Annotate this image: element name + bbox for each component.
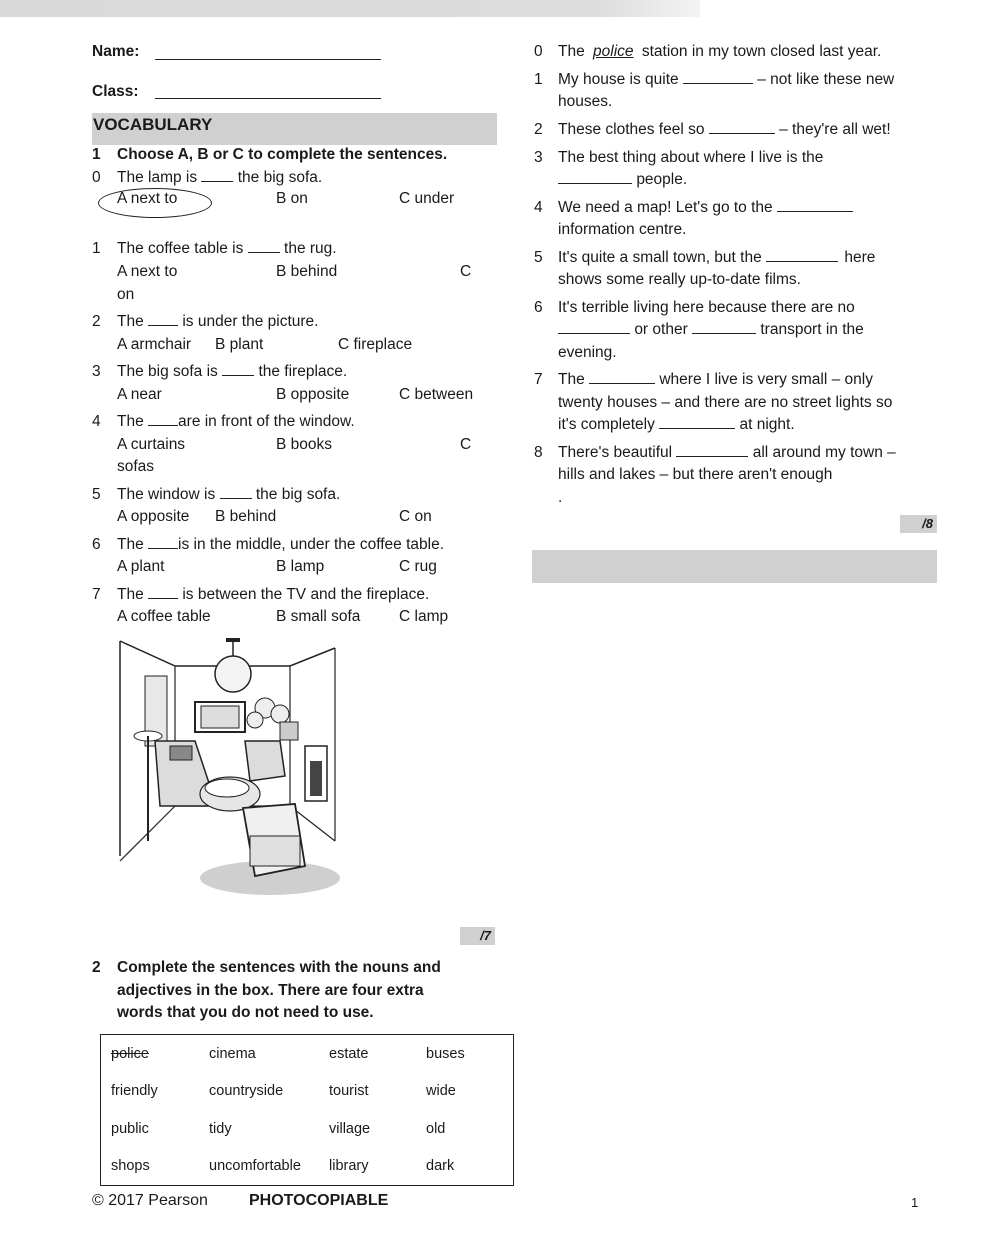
answer-blank[interactable]	[766, 249, 838, 262]
option-b[interactable]: B on	[276, 190, 308, 207]
answer-blank[interactable]	[683, 71, 753, 84]
word-cell: friendly	[111, 1083, 158, 1100]
sentence-continuation: shows some really up-to-date films.	[558, 271, 801, 288]
section-title: VOCABULARY	[93, 115, 213, 134]
ex1-item-number: 6	[92, 536, 101, 553]
sentence-continuation: or other transport in the	[558, 321, 864, 339]
word-cell: countryside	[209, 1083, 284, 1100]
ex1-score: /7	[460, 927, 495, 945]
word-row	[101, 1073, 514, 1110]
answer-blank[interactable]	[148, 536, 178, 549]
option-b[interactable]: B plant	[215, 336, 264, 353]
word-row	[101, 1110, 514, 1147]
sentence: It's terrible living here because there are no	[558, 299, 855, 316]
sentence: My house is quite – not like these new	[558, 71, 895, 88]
answer-blank[interactable]	[709, 121, 775, 134]
sentence-continuation: hills and lakes – but there aren't enough	[558, 466, 833, 483]
sentence-number: 7	[534, 371, 543, 388]
ex2-score: /8	[900, 515, 937, 533]
sentence: These clothes feel so – they're all wet!	[558, 121, 891, 138]
sentence-continuation: evening.	[558, 344, 617, 361]
option-a[interactable]: A next to	[117, 190, 178, 207]
answer-blank[interactable]	[676, 444, 748, 457]
ex1-question: The is in the middle, under the coffee table.	[117, 536, 444, 553]
name-label: Name:	[92, 43, 140, 60]
sentence-continuation: information centre.	[558, 221, 687, 238]
sentence-number: 3	[534, 149, 543, 166]
ex1-question: The are in front of the window.	[117, 413, 355, 430]
option-a[interactable]: A plant	[117, 558, 165, 575]
option-c[interactable]: C	[460, 263, 472, 280]
option-b[interactable]: B lamp	[276, 558, 325, 575]
option-c[interactable]: C	[460, 436, 472, 453]
sentence-continuation: twenty houses – and there are no street lights so	[558, 394, 893, 411]
gray-panel	[532, 550, 937, 583]
sentence: We need a map! Let's go to the	[558, 199, 853, 217]
sentence-continuation: houses.	[558, 93, 613, 110]
ex1-item-number: 4	[92, 413, 101, 430]
answer-blank[interactable]	[248, 240, 280, 253]
sentence: The best thing about where I live is the	[558, 149, 824, 166]
sentence: The police station in my town closed last year.	[558, 43, 882, 60]
answer-blank[interactable]	[148, 313, 178, 326]
ex1-item-number: 2	[92, 313, 101, 330]
word-cell: police	[111, 1045, 149, 1062]
option-c-text: on	[117, 286, 135, 303]
ex2-instruction-line: Complete the sentences with the nouns and	[117, 959, 441, 976]
word-cell: uncomfortable	[209, 1158, 301, 1175]
sentence: It's quite a small town, but the here	[558, 249, 876, 266]
sentence-number: 2	[534, 121, 543, 138]
sentence-number: 1	[534, 71, 543, 88]
ex1-question: The is between the TV and the fireplace.	[117, 586, 430, 603]
word-row	[101, 1035, 514, 1073]
ex2-number: 2	[92, 959, 101, 976]
option-c[interactable]: C on	[399, 508, 432, 525]
word-cell: tourist	[329, 1083, 369, 1100]
sentence-continuation: it's completely at night.	[558, 416, 795, 433]
example-answer: police	[593, 43, 634, 60]
class-line[interactable]	[155, 86, 381, 99]
ex2-instruction-line: adjectives in the box. There are four extra	[117, 982, 424, 999]
word-cell: tidy	[209, 1120, 232, 1137]
sentence-number: 8	[534, 444, 543, 461]
answer-blank[interactable]	[589, 371, 655, 384]
word-row	[101, 1147, 514, 1185]
answer-blank[interactable]	[201, 169, 233, 182]
sentence-number: 0	[534, 43, 543, 60]
answer-blank[interactable]	[220, 486, 252, 499]
sentence-number: 4	[534, 199, 543, 216]
photocopiable-label: PHOTOCOPIABLE	[249, 1192, 389, 1209]
option-b[interactable]: B small sofa	[276, 608, 361, 625]
option-b[interactable]: B behind	[215, 508, 277, 525]
ex1-question: The window is the big sofa.	[117, 486, 341, 503]
option-c[interactable]: C between	[399, 386, 474, 403]
ex1-instruction: Choose A, B or C to complete the sentences.	[117, 146, 448, 163]
living-room-illustration	[115, 636, 340, 898]
ex1-question: The coffee table is the rug.	[117, 240, 337, 257]
word-cell: shops	[111, 1158, 150, 1175]
option-a[interactable]: A next to	[117, 263, 178, 280]
option-a[interactable]: A armchair	[117, 336, 192, 353]
word-box	[100, 1034, 514, 1186]
option-a[interactable]: A coffee table	[117, 608, 211, 625]
option-c[interactable]: C lamp	[399, 608, 449, 625]
ex1-number: 1	[92, 146, 101, 163]
option-b[interactable]: B books	[276, 436, 333, 453]
name-line[interactable]	[155, 47, 381, 60]
class-label: Class:	[92, 83, 139, 100]
option-b[interactable]: B opposite	[276, 386, 350, 403]
sentence: There's beautiful all around my town –	[558, 444, 896, 461]
ex1-question: The is under the picture.	[117, 313, 319, 330]
ex1-item-number: 0	[92, 169, 101, 186]
ex1-question: The big sofa is the fireplace.	[117, 363, 348, 380]
option-a[interactable]: A opposite	[117, 508, 190, 525]
option-c-text: sofas	[117, 458, 155, 475]
answer-blank[interactable]	[692, 321, 756, 334]
answer-blank[interactable]	[558, 321, 630, 334]
option-c[interactable]: C fireplace	[338, 336, 413, 353]
answer-blank[interactable]	[148, 586, 178, 599]
option-a[interactable]: A curtains	[117, 436, 186, 453]
answer-blank[interactable]	[558, 171, 632, 184]
option-a[interactable]: A near	[117, 386, 162, 403]
sentence-number: 5	[534, 249, 543, 266]
option-c[interactable]: C under	[399, 190, 455, 207]
page-top-bar	[0, 0, 983, 18]
option-c[interactable]: C rug	[399, 558, 437, 575]
word-cell: village	[329, 1120, 371, 1137]
page-number: 1	[911, 1195, 919, 1210]
sentence-continuation: people.	[558, 171, 687, 189]
ex1-item-number: 3	[92, 363, 101, 380]
ex1-item-number: 1	[92, 240, 101, 257]
answer-blank[interactable]	[148, 413, 178, 426]
sentence-number: 6	[534, 299, 543, 316]
answer-blank[interactable]	[777, 199, 853, 212]
word-cell: dark	[426, 1158, 455, 1175]
answer-blank[interactable]	[659, 416, 735, 429]
word-cell: old	[426, 1120, 446, 1137]
word-cell: wide	[426, 1083, 456, 1100]
ex2-instruction-line: words that you do not need to use.	[117, 1004, 374, 1021]
word-cell: cinema	[209, 1045, 256, 1062]
word-cell: buses	[426, 1045, 465, 1062]
option-b[interactable]: B behind	[276, 263, 338, 280]
sentence-continuation: .	[558, 489, 563, 506]
copyright: © 2017 Pearson	[92, 1192, 208, 1209]
word-cell: public	[111, 1120, 149, 1137]
ex1-question: The lamp is the big sofa.	[117, 169, 323, 186]
sentence: The where I live is very small – only	[558, 371, 873, 388]
word-cell: library	[329, 1158, 369, 1175]
ex1-item-number: 5	[92, 486, 101, 503]
answer-blank[interactable]	[222, 363, 254, 376]
word-cell: estate	[329, 1045, 369, 1062]
ex1-item-number: 7	[92, 586, 101, 603]
